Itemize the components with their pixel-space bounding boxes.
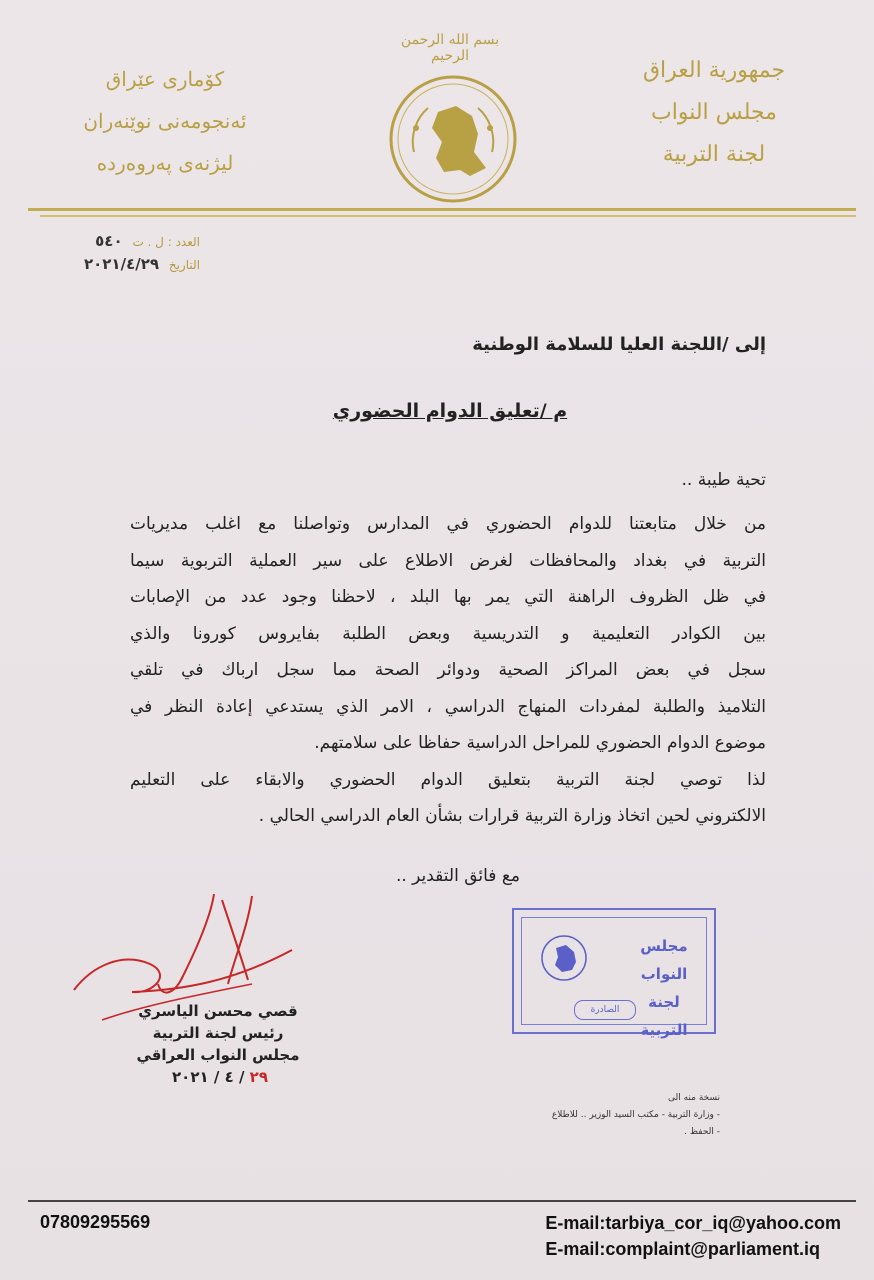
closing: مع فائق التقدير .. xyxy=(395,866,520,886)
reference-block xyxy=(40,230,200,276)
footer-emails xyxy=(545,1210,841,1262)
footer-phone: 07809295569 xyxy=(40,1212,151,1232)
letterhead-arabic-line: مجلس النواب xyxy=(651,100,777,125)
body-line: في ظل الظروف الراهنة التي يمر بها البلد ، لاحظنا وجود عدد من الإصابات xyxy=(130,587,766,607)
signer-title: رئيس لجنة التربية xyxy=(152,1024,284,1042)
signature-date: ٢٩ / ٤ / ٢٠٢١ xyxy=(172,1068,268,1086)
body-line: من خلال متابعتنا للدوام الحضوري في المدارس وتواصلنا مع اغلب مديريات xyxy=(130,514,766,534)
letterhead-kurdish-line: لیژنەی پەروەردە xyxy=(96,151,234,175)
parliament-emblem-icon xyxy=(386,72,520,206)
copies-item: - وزارة التربية - مكتب السيد الوزير .. للاطلاع xyxy=(551,1110,720,1120)
committee-stamp xyxy=(512,908,716,1039)
stamp-line: مجلس النواب xyxy=(640,937,688,983)
addressee: إلى /اللجنة العليا للسلامة الوطنية xyxy=(472,334,766,355)
body-line: سجل في بعض المراكز الصحية ودوائر الصحة مما سجل ارباك في تلقي xyxy=(130,660,766,680)
stamp-oval: الصادرة xyxy=(574,1000,636,1020)
letterhead-kurdish xyxy=(60,58,270,184)
stamp-text xyxy=(624,932,704,1044)
iraq-map-icon xyxy=(538,932,590,984)
letterhead-basmala: بسم الله الرحمن الرحيم xyxy=(400,32,500,64)
letter-body xyxy=(130,506,766,835)
header-divider xyxy=(28,208,856,211)
body-line: التلاميذ والطلبة لمفردات المنهاج الدراسي ، الامر الذي يستدعي إعادة النظر في xyxy=(130,696,766,717)
subject: م /تعليق الدوام الحضوري xyxy=(332,400,568,422)
signer-name: قصي محسن الياسري xyxy=(138,1002,298,1020)
copies-item: - الحفظ . xyxy=(684,1127,720,1137)
signer-org: مجلس النواب العراقي xyxy=(136,1046,300,1064)
greeting: تحية طيبة .. xyxy=(681,470,766,490)
reference-date: التاريخ ٢٠٢١/٤/٢٩ xyxy=(83,255,200,273)
copies-list xyxy=(540,1090,720,1141)
letterhead-kurdish-line: كۆماری عێراق xyxy=(105,67,225,91)
letterhead-arabic xyxy=(614,50,814,176)
signer-block xyxy=(130,1000,306,1066)
body-line: موضوع الدوام الحضوري للمراحل الدراسية حفاظا على سلامتهم. xyxy=(314,733,766,753)
body-line: الالكتروني لحين اتخاذ وزارة التربية قرارات بشأن العام الدراسي الحالي . xyxy=(258,806,766,826)
copies-header: نسخة منه الى xyxy=(668,1093,720,1103)
body-line: بين الكوادر التعليمية و التدريسية وبعض الطلبة بفايروس كورونا والذي xyxy=(130,623,766,644)
footer-email: E-mail:complaint@parliament.iq xyxy=(545,1239,820,1259)
stamp-line: لجنة التربية xyxy=(640,993,688,1039)
letterhead-arabic-line: جمهورية العراق xyxy=(642,58,786,83)
reference-number: العدد : ل . ت ٥٤٠ xyxy=(95,232,200,250)
footer-divider xyxy=(28,1200,856,1202)
body-line: لذا توصي لجنة التربية بتعليق الدوام الحضوري والابقاء على التعليم xyxy=(130,769,766,790)
footer-email: E-mail:tarbiya_cor_iq@yahoo.com xyxy=(545,1213,841,1233)
letterhead-kurdish-line: ئەنجومەنی نوێنەران xyxy=(83,109,247,133)
body-line: التربية في بغداد والمحافظات لغرض الاطلاع على سير العملية التربوية سيما xyxy=(130,550,766,571)
header-divider-thin xyxy=(40,215,856,217)
letterhead-arabic-line: لجنة التربية xyxy=(662,142,766,167)
